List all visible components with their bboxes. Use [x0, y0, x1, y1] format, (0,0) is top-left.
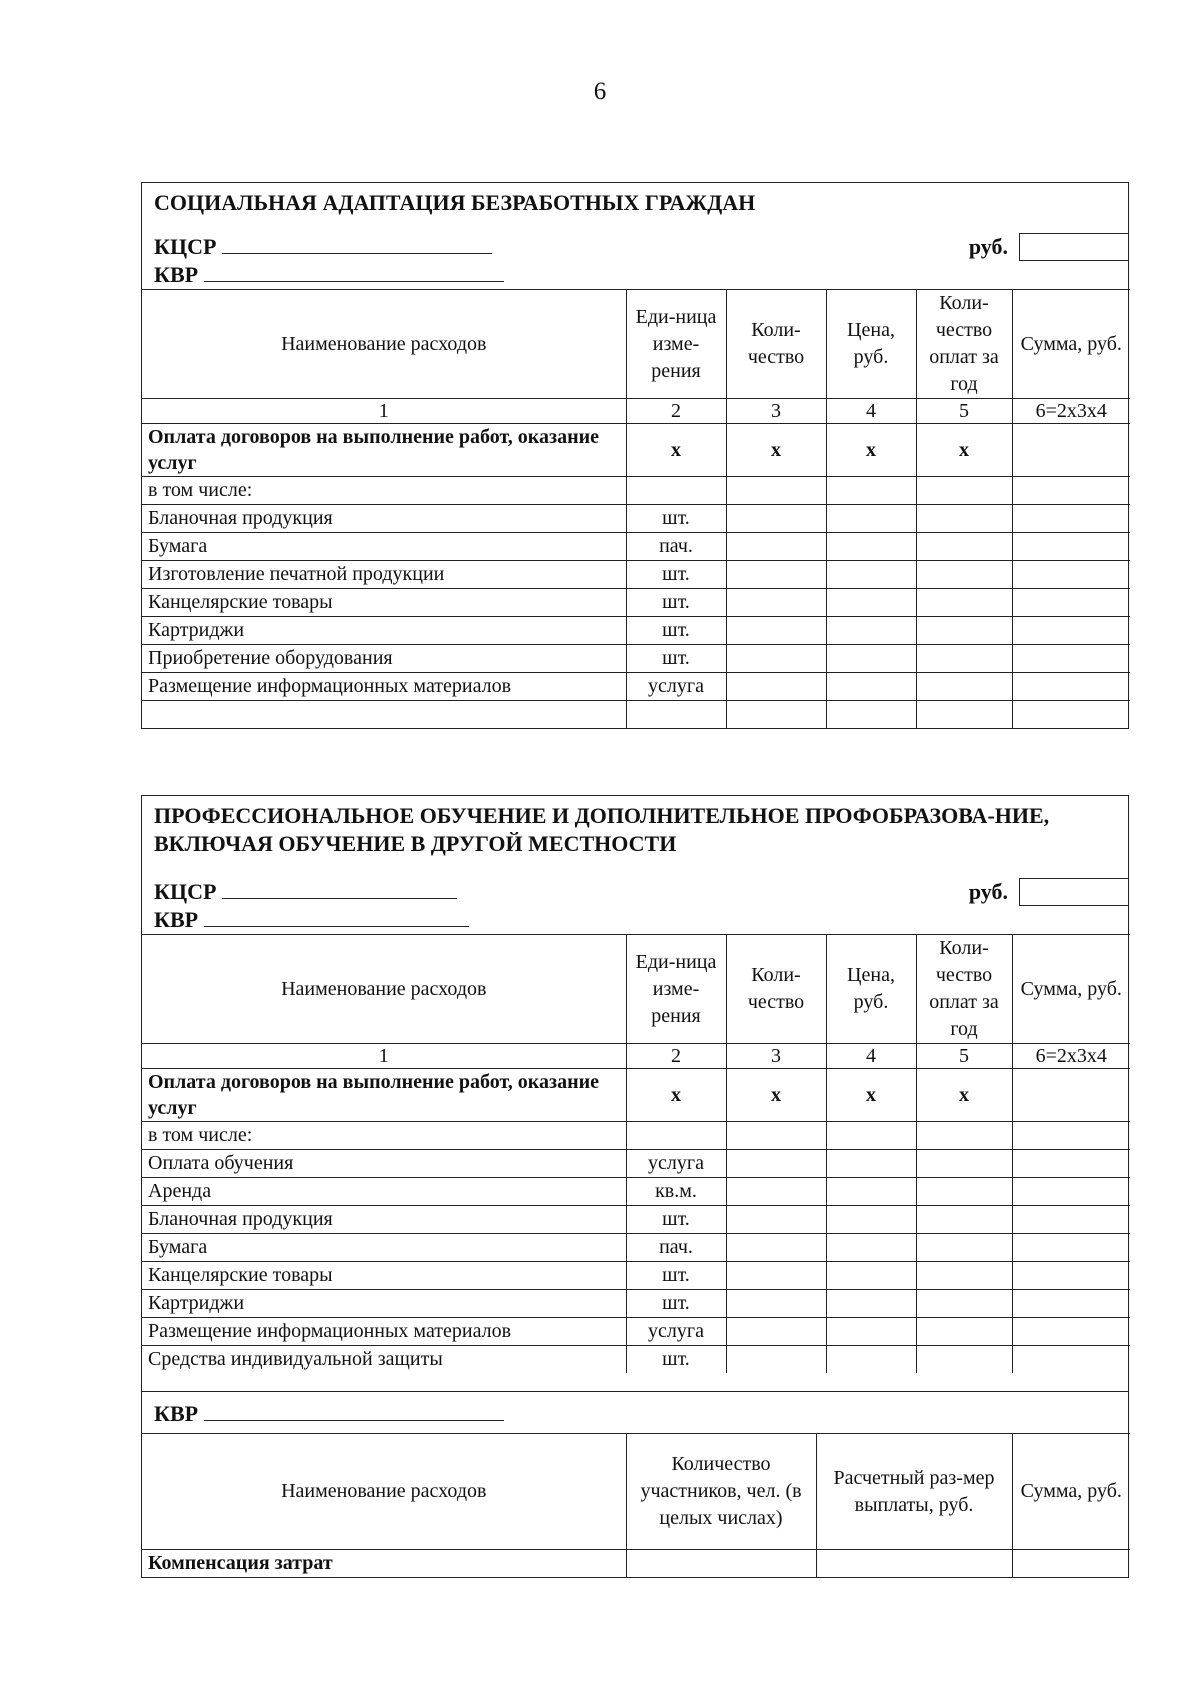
col-number: 2 [626, 399, 726, 424]
payment-cell[interactable] [816, 1550, 1012, 1578]
x-mark: х [826, 1069, 916, 1122]
qty-cell[interactable] [726, 1262, 826, 1290]
including-label: в том числе: [142, 477, 626, 505]
header-payment: Расчетный раз-мер выплаты, руб. [816, 1434, 1012, 1550]
header-unit: Еди-ница изме-рения [626, 935, 726, 1044]
item-name: Картриджи [142, 1290, 626, 1318]
sum-cell[interactable] [1012, 1262, 1130, 1290]
table-row [142, 1150, 1130, 1178]
kcsr-label: КЦСР [154, 879, 217, 904]
table-row [142, 561, 1130, 589]
price-cell[interactable] [826, 1206, 916, 1234]
kvr-field[interactable] [204, 261, 504, 282]
item-unit: шт. [626, 589, 726, 617]
sum-cell[interactable] [1012, 1346, 1130, 1374]
price-cell[interactable] [826, 1150, 916, 1178]
table-row [142, 1178, 1130, 1206]
qty-cell[interactable] [726, 1290, 826, 1318]
item-name: Оплата обучения [142, 1150, 626, 1178]
table-row [142, 1550, 1130, 1578]
participants-cell[interactable] [626, 1550, 816, 1578]
empty-cell [626, 1122, 726, 1150]
price-cell[interactable] [826, 589, 916, 617]
table-row [142, 673, 1130, 701]
item-name: Бумага [142, 533, 626, 561]
qty-cell[interactable] [726, 477, 826, 505]
sum-cell[interactable] [1012, 1234, 1130, 1262]
pay-count-cell[interactable] [916, 673, 1012, 701]
item-name: Изготовление печатной продукции [142, 561, 626, 589]
item-name: Аренда [142, 1178, 626, 1206]
qty-cell[interactable] [726, 701, 826, 729]
table-row [142, 1206, 1130, 1234]
item-unit: пач. [626, 533, 726, 561]
x-mark: х [626, 1069, 726, 1122]
codes-area [142, 878, 1128, 934]
header-row [142, 1434, 1130, 1550]
sum-cell[interactable] [1012, 617, 1130, 645]
table-row [142, 533, 1130, 561]
pay-count-cell[interactable] [916, 1234, 1012, 1262]
rub-total-field[interactable] [1019, 233, 1129, 261]
pay-count-cell[interactable] [916, 1122, 1012, 1150]
header-name: Наименование расходов [142, 935, 626, 1044]
table-row [142, 589, 1130, 617]
empty-cell [626, 477, 726, 505]
codes-area [142, 233, 1128, 289]
numbering-row [142, 399, 1130, 424]
qty-cell[interactable] [726, 505, 826, 533]
price-cell[interactable] [826, 617, 916, 645]
rub-label: руб. [968, 234, 1008, 259]
qty-cell[interactable] [726, 1122, 826, 1150]
kvr-label: КВР [154, 907, 199, 932]
header-sum: Сумма, руб. [1012, 935, 1130, 1044]
table-row [142, 1234, 1130, 1262]
qty-cell[interactable] [726, 1346, 826, 1374]
sum-cell[interactable] [1012, 505, 1130, 533]
item-name: Канцелярские товары [142, 1262, 626, 1290]
table-row [142, 617, 1130, 645]
rub-label: руб. [968, 879, 1008, 904]
price-cell[interactable] [826, 505, 916, 533]
sum-cell[interactable] [1012, 1290, 1130, 1318]
price-cell[interactable] [826, 1318, 916, 1346]
item-unit: пач. [626, 1234, 726, 1262]
item-unit: услуга [626, 1318, 726, 1346]
expenses-table [142, 934, 1130, 1373]
main-row [142, 1069, 1130, 1122]
item-name: Бланочная продукция [142, 505, 626, 533]
sum-cell[interactable] [1012, 424, 1130, 477]
sum-cell[interactable] [1012, 533, 1130, 561]
section-title: ПРОФЕССИОНАЛЬНОЕ ОБУЧЕНИЕ И ДОПОЛНИТЕЛЬНОЕ ПРОФОБРАЗОВА-НИЕ, ВКЛЮЧАЯ ОБУЧЕНИЕ В ДРУГОЙ МЕСТНОСТИ [154, 803, 1050, 856]
sum-cell[interactable] [1012, 1206, 1130, 1234]
item-unit: шт. [626, 1262, 726, 1290]
kvr-line [154, 906, 1128, 934]
col-number: 1 [142, 1044, 626, 1069]
price-cell[interactable] [826, 645, 916, 673]
header-price: Цена, руб. [826, 290, 916, 399]
qty-cell[interactable] [726, 1178, 826, 1206]
section-professional-training [141, 795, 1129, 1578]
pay-count-cell[interactable] [916, 1290, 1012, 1318]
table-row [142, 1346, 1130, 1374]
x-mark: х [726, 1069, 826, 1122]
item-unit: услуга [626, 1150, 726, 1178]
col-number: 6=2х3х4 [1012, 399, 1130, 424]
table-row [142, 1262, 1130, 1290]
qty-cell[interactable] [726, 1206, 826, 1234]
item-unit: шт. [626, 1346, 726, 1374]
header-participants: Количество участников, чел. (в целых числах) [626, 1434, 816, 1550]
pay-count-cell[interactable] [916, 533, 1012, 561]
price-cell[interactable] [826, 1290, 916, 1318]
including-row [142, 477, 1130, 505]
sum-cell[interactable] [1012, 645, 1130, 673]
pay-count-cell[interactable] [916, 1346, 1012, 1374]
unit-cell[interactable] [626, 701, 726, 729]
sum-cell[interactable] [1012, 1150, 1130, 1178]
price-cell[interactable] [826, 1178, 916, 1206]
main-row-name: Оплата договоров на выполнение работ, оказание услуг [142, 424, 626, 477]
sum-cell[interactable] [1012, 1178, 1130, 1206]
header-pay-count: Коли-чество оплат за год [916, 935, 1012, 1044]
header-row [142, 290, 1130, 399]
item-unit: шт. [626, 1290, 726, 1318]
sum-cell[interactable] [1012, 673, 1130, 701]
x-mark: х [826, 424, 916, 477]
pay-count-cell[interactable] [916, 701, 1012, 729]
compensation-table [142, 1433, 1130, 1577]
qty-cell[interactable] [726, 561, 826, 589]
item-name: Размещение информационных материалов [142, 1318, 626, 1346]
pay-count-cell[interactable] [916, 1262, 1012, 1290]
rub-total-field[interactable] [1019, 878, 1129, 906]
price-cell[interactable] [826, 533, 916, 561]
col-number: 5 [916, 1044, 1012, 1069]
x-mark: х [626, 424, 726, 477]
sum-cell[interactable] [1012, 477, 1130, 505]
kcsr-field[interactable] [222, 233, 492, 254]
col-number: 5 [916, 399, 1012, 424]
item-unit: услуга [626, 673, 726, 701]
header-sum: Сумма, руб. [1012, 290, 1130, 399]
kcsr-field[interactable] [222, 878, 457, 899]
item-name: Бланочная продукция [142, 1206, 626, 1234]
sum-cell[interactable] [1012, 561, 1130, 589]
pay-count-cell[interactable] [916, 645, 1012, 673]
kvr-label: КВР [154, 1401, 199, 1426]
col-number: 2 [626, 1044, 726, 1069]
item-name: Канцелярские товары [142, 589, 626, 617]
qty-cell[interactable] [726, 1234, 826, 1262]
price-cell[interactable] [826, 561, 916, 589]
name-cell[interactable] [142, 701, 626, 729]
kvr-field[interactable] [204, 1400, 504, 1421]
sum-cell[interactable] [1012, 1550, 1130, 1578]
including-label: в том числе: [142, 1122, 626, 1150]
col-number: 3 [726, 1044, 826, 1069]
table-row [142, 1318, 1130, 1346]
kvr-field[interactable] [204, 906, 469, 927]
page-number: 6 [593, 78, 607, 105]
pay-count-cell[interactable] [916, 505, 1012, 533]
header-price: Цена, руб. [826, 935, 916, 1044]
qty-cell[interactable] [726, 617, 826, 645]
pay-count-cell[interactable] [916, 561, 1012, 589]
sum-cell[interactable] [1012, 1122, 1130, 1150]
item-name: Размещение информационных материалов [142, 673, 626, 701]
header-name: Наименование расходов [142, 1434, 626, 1550]
main-row-name: Оплата договоров на выполнение работ, оказание услуг [142, 1069, 626, 1122]
sum-cell[interactable] [1012, 701, 1130, 729]
item-unit: шт. [626, 617, 726, 645]
header-pay-count: Коли-чество оплат за год [916, 290, 1012, 399]
x-mark: х [916, 1069, 1012, 1122]
compensation-label: Компенсация затрат [142, 1550, 626, 1578]
table-row [142, 1290, 1130, 1318]
main-row [142, 424, 1130, 477]
price-cell[interactable] [826, 1122, 916, 1150]
col-number: 3 [726, 399, 826, 424]
section-title: СОЦИАЛЬНАЯ АДАПТАЦИЯ БЕЗРАБОТНЫХ ГРАЖДАН [154, 190, 756, 215]
pay-count-cell[interactable] [916, 1178, 1012, 1206]
section-social-adaptation [141, 182, 1129, 729]
qty-cell[interactable] [726, 533, 826, 561]
price-cell[interactable] [826, 1234, 916, 1262]
header-name: Наименование расходов [142, 290, 626, 399]
item-unit: шт. [626, 1206, 726, 1234]
col-number: 1 [142, 399, 626, 424]
sum-cell[interactable] [1012, 1069, 1130, 1122]
table-row [142, 645, 1130, 673]
price-cell[interactable] [826, 1346, 916, 1374]
sum-cell[interactable] [1012, 589, 1130, 617]
pay-count-cell[interactable] [916, 1318, 1012, 1346]
pay-count-cell[interactable] [916, 589, 1012, 617]
kvr-line [154, 261, 1128, 289]
x-mark: х [726, 424, 826, 477]
qty-cell[interactable] [726, 673, 826, 701]
pay-count-cell[interactable] [916, 617, 1012, 645]
header-sum: Сумма, руб. [1012, 1434, 1130, 1550]
including-row [142, 1122, 1130, 1150]
qty-cell[interactable] [726, 645, 826, 673]
col-number: 4 [826, 399, 916, 424]
kvr-label: КВР [154, 262, 199, 287]
item-name: Картриджи [142, 617, 626, 645]
pay-count-cell[interactable] [916, 1206, 1012, 1234]
price-cell[interactable] [826, 701, 916, 729]
header-row [142, 935, 1130, 1044]
item-name: Приобретение оборудования [142, 645, 626, 673]
table-row [142, 505, 1130, 533]
qty-cell[interactable] [726, 589, 826, 617]
item-unit: шт. [626, 561, 726, 589]
header-qty: Коли-чество [726, 935, 826, 1044]
col-number: 6=2х3х4 [1012, 1044, 1130, 1069]
expenses-table [142, 289, 1130, 728]
price-cell[interactable] [826, 673, 916, 701]
header-unit: Еди-ница изме-рения [626, 290, 726, 399]
pay-count-cell[interactable] [916, 1150, 1012, 1178]
kvr-line-2 [142, 1391, 1128, 1433]
price-cell[interactable] [826, 1262, 916, 1290]
price-cell[interactable] [826, 477, 916, 505]
sum-cell[interactable] [1012, 1318, 1130, 1346]
kcsr-label: КЦСР [154, 234, 217, 259]
item-unit: шт. [626, 505, 726, 533]
numbering-row [142, 1044, 1130, 1069]
item-name: Средства индивидуальной защиты [142, 1346, 626, 1374]
pay-count-cell[interactable] [916, 477, 1012, 505]
empty-row [142, 701, 1130, 729]
qty-cell[interactable] [726, 1318, 826, 1346]
col-number: 4 [826, 1044, 916, 1069]
item-unit: кв.м. [626, 1178, 726, 1206]
header-qty: Коли-чество [726, 290, 826, 399]
item-name: Бумага [142, 1234, 626, 1262]
x-mark: х [916, 424, 1012, 477]
item-unit: шт. [626, 645, 726, 673]
qty-cell[interactable] [726, 1150, 826, 1178]
